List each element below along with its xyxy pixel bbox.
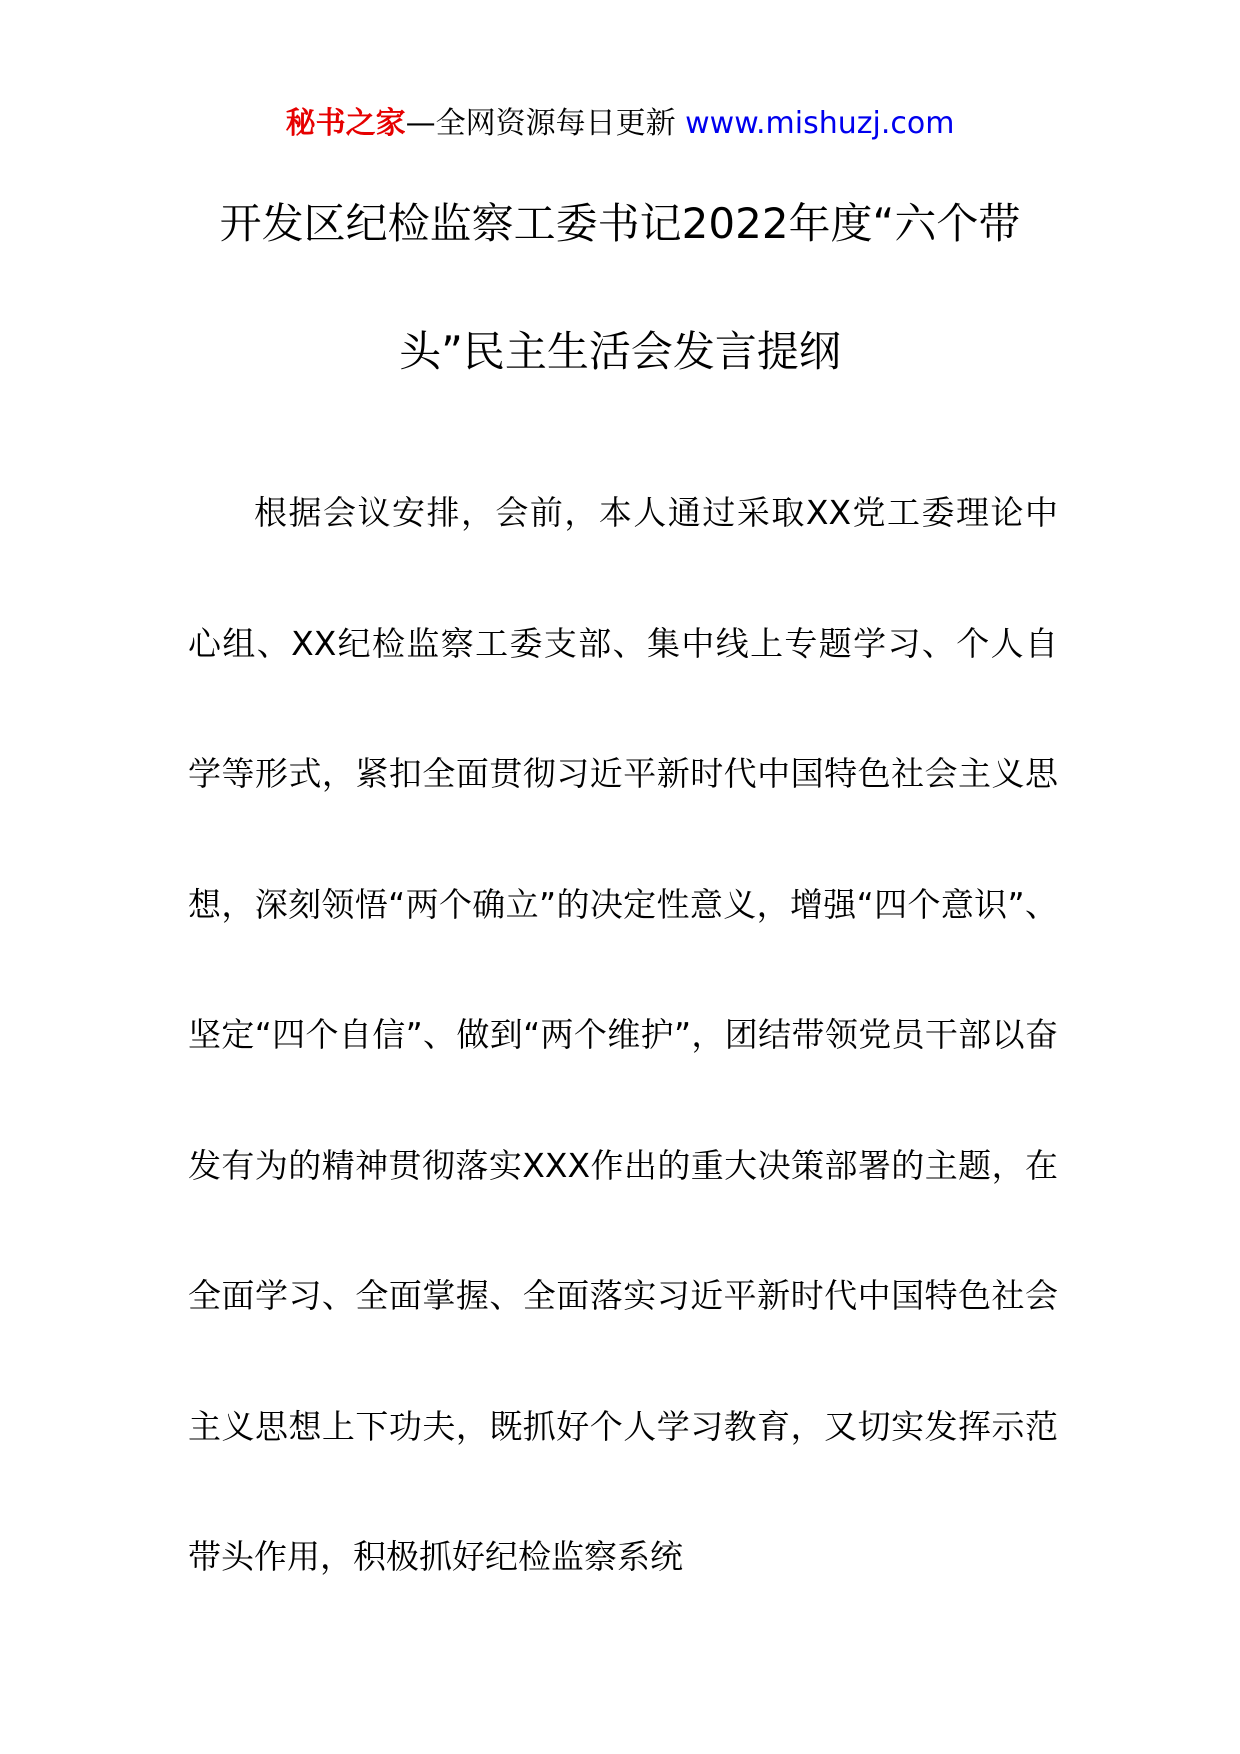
watermark-header: [0, 104, 1240, 144]
watermark-url[interactable]: www.mishuzj.com: [685, 106, 955, 141]
watermark-tagline: —全网资源每日更新: [405, 106, 686, 141]
document-title: 开发区纪检监察工委书记2022年度“六个带头”民主生活会发言提纲: [219, 199, 1021, 376]
watermark-brand: 秘书之家: [285, 106, 406, 141]
document-body-paragraph: 根据会议安排，会前，本人通过采取XX党工委理论中心组、XX纪检监察工委支部、集中线上专题学习、个人自学等形式，紧扣全面贯彻习近平新时代中国特色社会主义思想，深刻领悟“两个确立”的决定性意义，增强“四个意识”、坚定“四个自信”、做到“两个维护”，团结带领党员干部以奋发有为的精神贯彻落实XXX作出的重大决策部署的主题，在全面学习、全面掌握、全面落实习近平新时代中国特色社会主义思想上下功夫，既抓好个人学习教育，又切实发挥示范带头作用，积极抓好纪检监察系统: [188, 493, 1058, 1576]
